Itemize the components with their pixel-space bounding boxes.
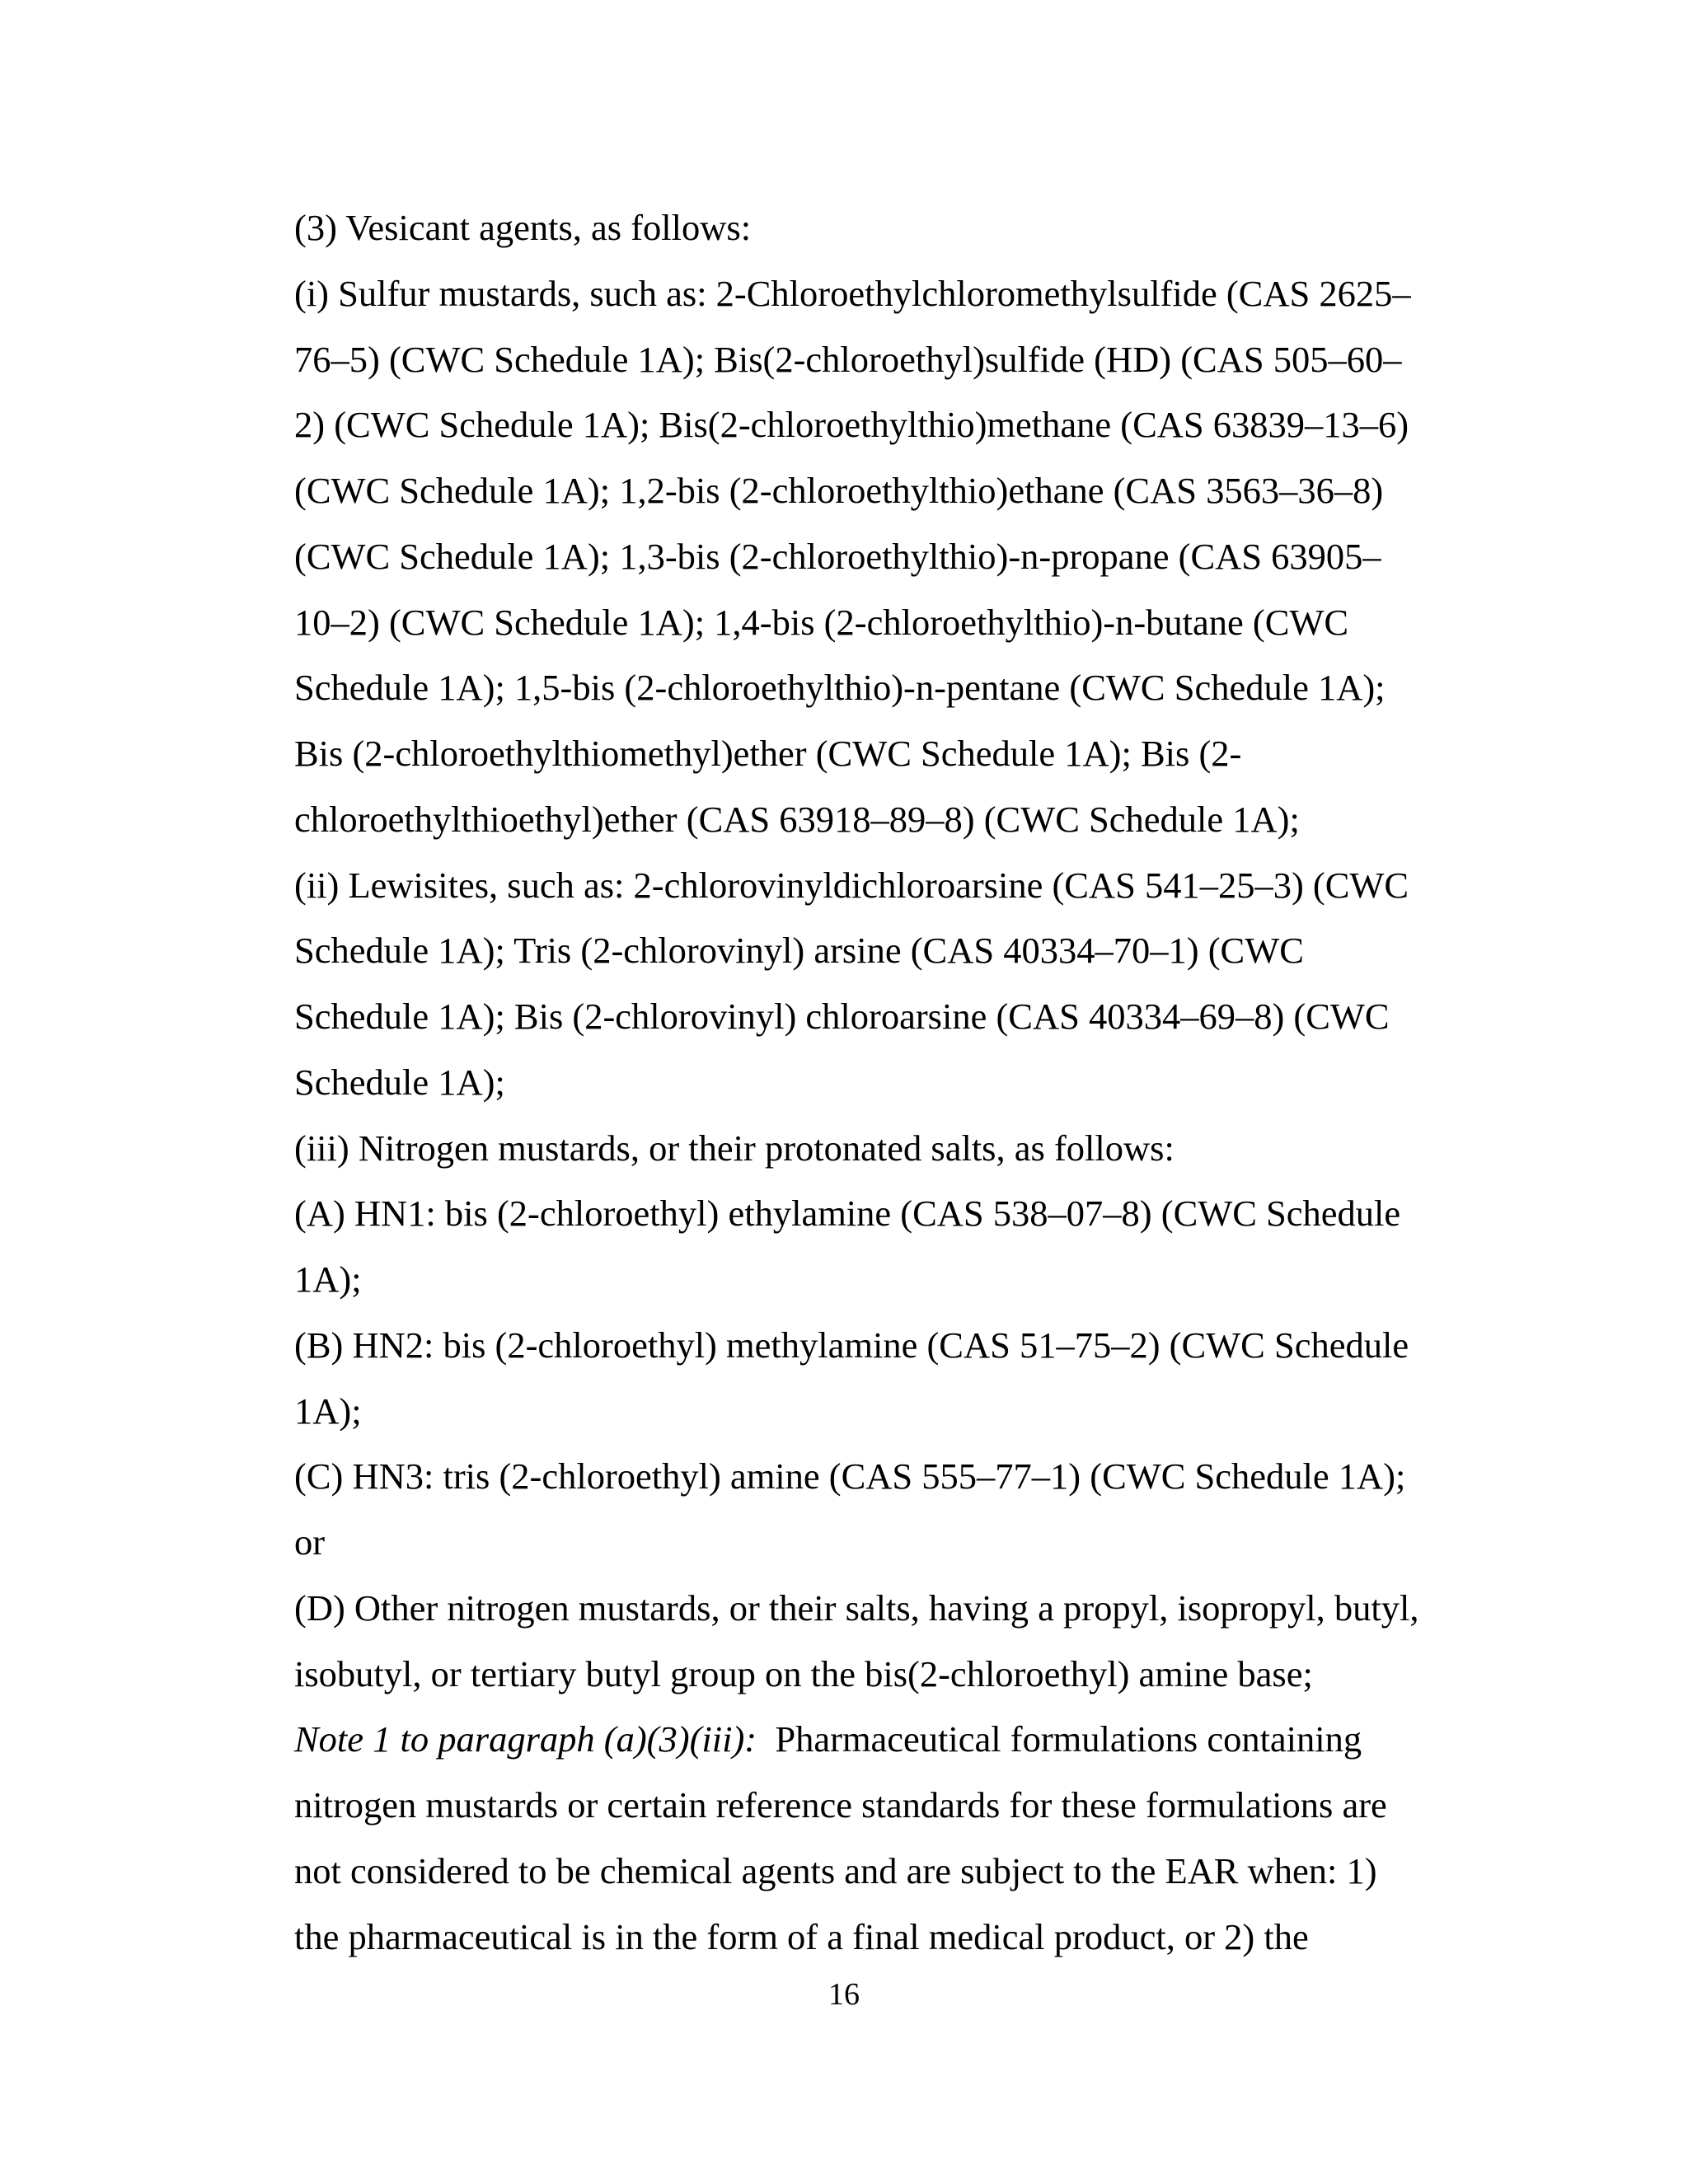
paragraph-line: Schedule 1A); bbox=[294, 1061, 505, 1103]
heading-vesicant-agents: (3) Vesicant agents, as follows: bbox=[294, 207, 752, 248]
note-text: Pharmaceutical formulations containing bbox=[775, 1718, 1362, 1760]
paragraph-line: or bbox=[294, 1521, 326, 1563]
document-body bbox=[294, 195, 1465, 1970]
paragraph-line: 1A); bbox=[294, 1390, 362, 1432]
paragraph-line: (CWC Schedule 1A); 1,3-bis (2-chloroethylthio)-n-propane (CAS 63905– bbox=[294, 535, 1381, 577]
paragraph-line: 2) (CWC Schedule 1A); Bis(2-chloroethylthio)methane (CAS 63839–13–6) bbox=[294, 404, 1409, 446]
paragraph-line: (B) HN2: bis (2-chloroethyl) methylamine (CAS 51–75–2) (CWC Schedule bbox=[294, 1324, 1409, 1366]
page-number: 16 bbox=[828, 1977, 860, 2012]
paragraph-line: isobutyl, or tertiary butyl group on the bis(2-chloroethyl) amine base; bbox=[294, 1652, 1313, 1694]
note-first-line bbox=[294, 1707, 1465, 1773]
paragraph-line: (ii) Lewisites, such as: 2-chlorovinyldichloroarsine (CAS 541–25–3) (CWC bbox=[294, 864, 1409, 906]
paragraph-line: Schedule 1A); Tris (2-chlorovinyl) arsine (CAS 40334–70–1) (CWC bbox=[294, 930, 1304, 972]
paragraph-line: Schedule 1A); Bis (2-chlorovinyl) chloroarsine (CAS 40334–69–8) (CWC bbox=[294, 996, 1390, 1037]
note-line: nitrogen mustards or certain reference standards for these formulations are bbox=[294, 1784, 1387, 1825]
paragraph-line: Bis (2-chloroethylthiomethyl)ether (CWC Schedule 1A); Bis (2- bbox=[294, 733, 1242, 774]
note-label: Note 1 to paragraph (a)(3)(iii): bbox=[294, 1718, 757, 1760]
paragraph-line: (i) Sulfur mustards, such as: 2-Chloroethylchloromethylsulfide (CAS 2625– bbox=[294, 272, 1411, 314]
paragraph-line: (iii) Nitrogen mustards, or their protonated salts, as follows: bbox=[294, 1127, 1175, 1169]
paragraph-line: 76–5) (CWC Schedule 1A); Bis(2-chloroethyl)sulfide (HD) (CAS 505–60– bbox=[294, 338, 1402, 380]
note-line: not considered to be chemical agents and are subject to the EAR when: 1) bbox=[294, 1849, 1377, 1891]
paragraph-line: chloroethylthioethyl)ether (CAS 63918–89–8) (CWC Schedule 1A); bbox=[294, 798, 1300, 840]
paragraph-line: (CWC Schedule 1A); 1,2-bis (2-chloroethylthio)ethane (CAS 3563–36–8) bbox=[294, 470, 1384, 511]
paragraph-line: 10–2) (CWC Schedule 1A); 1,4-bis (2-chloroethylthio)-n-butane (CWC bbox=[294, 601, 1349, 643]
paragraph-line: 1A); bbox=[294, 1258, 362, 1300]
paragraph-line: Schedule 1A); 1,5-bis (2-chloroethylthio)-n-pentane (CWC Schedule 1A); bbox=[294, 667, 1386, 709]
paragraph-line: (D) Other nitrogen mustards, or their salts, having a propyl, isopropyl, butyl, bbox=[294, 1586, 1419, 1629]
note-line: the pharmaceutical is in the form of a final medical product, or 2) the bbox=[294, 1915, 1309, 1957]
paragraph-line: (C) HN3: tris (2-chloroethyl) amine (CAS 555–77–1) (CWC Schedule 1A); bbox=[294, 1455, 1406, 1497]
paragraph-line: (A) HN1: bis (2-chloroethyl) ethylamine (CAS 538–07–8) (CWC Schedule bbox=[294, 1193, 1401, 1235]
